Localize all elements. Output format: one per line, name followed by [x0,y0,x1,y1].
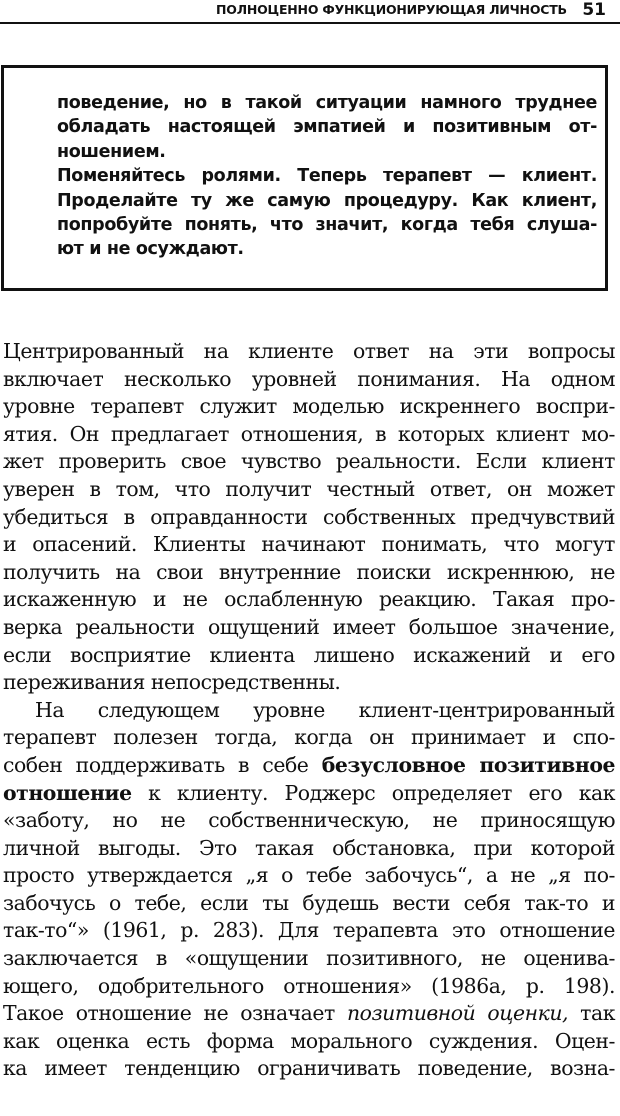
body-line: получить на свои внутренние поиски искреннюю, не [3,559,615,584]
exercise-line: попробуйте понять, что значит, когда тебя слуша- [57,215,597,236]
body-line: если восприятие клиента лишено искажений и его [3,642,615,667]
bold-term: отношение [3,780,132,805]
header-rule [0,22,620,24]
exercise-line: поведение, но в такой ситуации намного труднее [57,93,597,113]
body-line: ющего, одобрительного отношения» (1986a, p. 198). [3,973,615,998]
body-text [3,338,615,1083]
body-line-mixed [3,752,615,780]
body-line: так-то“» (1961, p. 283). Для терапевта это отношение [3,918,615,943]
body-line: личной выгоды. Это такая обстановка, при которой [3,835,615,860]
body-line: верка реальности ощущений имеет большое значение, [3,614,615,639]
body-line: «заботу, но не собственническую, не приносящую [3,808,615,833]
body-line: уровне терапевт служит моделью искреннего воспри- [3,394,615,419]
exercise-text [57,91,597,262]
page-number: 51 [582,0,606,20]
body-segment: так [580,1001,615,1026]
body-line: включает несколько уровней понимания. На одном [3,366,615,391]
exercise-line: Поменяйтесь ролями. Теперь терапевт — клиент. [57,166,597,187]
body-line-mixed [3,1000,615,1028]
body-line: На следующем уровне клиент-центрированный [35,697,615,722]
body-line: переживания непосредственны. [3,670,341,695]
body-line: заключается в «ощущении позитивного, не оценива- [3,946,615,971]
running-header [0,0,620,26]
exercise-box [1,65,608,291]
body-line: жет проверить свое чувство реальности. Если клиент [3,449,615,474]
body-line: и опасений. Клиенты начинают понимать, что могут [3,532,615,557]
exercise-line: обладать настоящей эмпатией и позитивным от- [57,117,597,138]
body-line: ятия. Он предлагает отношения, в которых клиент мо- [3,421,615,446]
body-line: Центрированный на клиенте ответ на эти вопросы [3,339,615,363]
bold-term: безусловное позитивное [321,752,615,777]
exercise-line: ют и не осуждают. [57,239,244,260]
body-line: искаженную и не ослабленную реакцию. Такая про- [3,587,615,612]
running-title: ПОЛНОЦЕННО ФУНКЦИОНИРУЮЩАЯ ЛИЧНОСТЬ [216,2,567,17]
body-segment: к клиенту. Роджерс определяет его как [148,780,615,805]
exercise-line: Проделайте ту же самую процедуру. Как клиент, [57,190,597,211]
body-line: уверен в том, что получит честный ответ, он может [3,476,615,501]
body-line: как оценка есть форма морального суждения. Оцен- [3,1028,615,1053]
body-segment: собен поддерживать в себе [3,752,309,777]
body-line: ка имеет тенденцию ограничивать поведение, возна- [3,1056,615,1081]
italic-term: позитивной оценки, [346,1001,569,1026]
body-line: просто утверждается „я о тебе забочусь“, а не „я по- [3,863,615,888]
body-line-mixed [3,780,615,808]
exercise-line: ношением. [57,141,166,162]
body-line: забочусь о тебе, если ты будешь вести себя так-то и [3,890,615,915]
body-line: убедиться в оправданности собственных предчувствий [3,504,615,529]
body-line: терапевт полезен тогда, когда он принимает и спо- [3,725,615,750]
body-segment: Такое отношение не означает [3,1001,335,1026]
